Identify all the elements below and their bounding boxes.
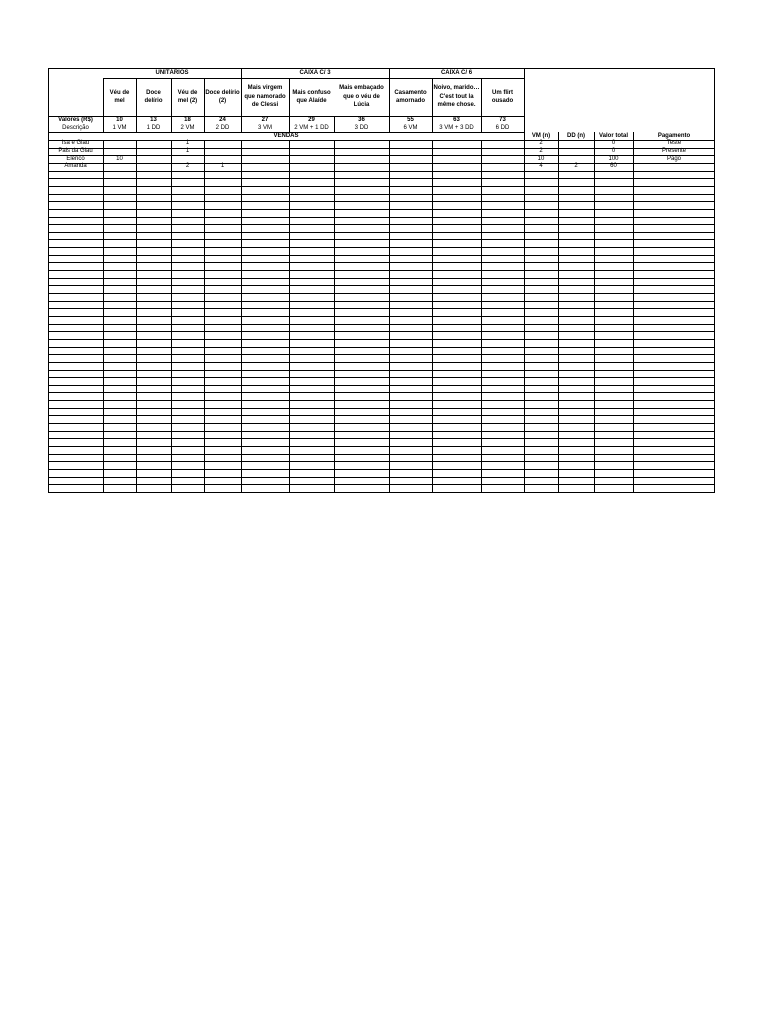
product-name [103, 78, 136, 116]
product-name-line: C'est tout la [439, 93, 474, 100]
column-line [103, 116, 104, 132]
column-line [241, 116, 242, 132]
row-line [48, 278, 715, 279]
column-line [389, 140, 390, 493]
product-name-line: mel [114, 98, 125, 104]
summary-header: Pagamento [657, 132, 691, 139]
row-line [48, 262, 715, 263]
row-line [48, 293, 715, 294]
row-line [48, 454, 715, 455]
row-line [48, 255, 715, 256]
product-name-line: Mais embaçado [339, 85, 384, 92]
product-name-line: Véu de [177, 89, 198, 96]
row-line [48, 209, 715, 210]
product-name-line: que o véu de [343, 93, 380, 100]
product-name [241, 78, 289, 116]
column-line [171, 140, 172, 493]
group-separator [524, 68, 525, 140]
row-line [48, 431, 715, 432]
column-line [136, 140, 137, 493]
product-name-line: Véu de [109, 89, 130, 96]
column-line [289, 116, 290, 132]
row-line [48, 232, 715, 233]
quantity-cell: 2 [185, 163, 190, 170]
row-line [48, 301, 715, 302]
summary-header: Valor total [598, 132, 628, 139]
row-line [48, 354, 715, 355]
header-column-line [432, 78, 433, 116]
header-column-line [389, 78, 390, 116]
product-name [432, 78, 481, 116]
product-name [389, 78, 432, 116]
header-column-line [289, 78, 290, 116]
pagamento [633, 163, 715, 171]
row-line [48, 186, 715, 187]
product-description: 3 VM [257, 124, 272, 131]
product-name-line: delírio [144, 98, 163, 104]
product-name-line: Doce delírio [205, 89, 240, 96]
customer-name: Isa e Glau [61, 140, 90, 147]
valor-total: 100 [608, 155, 619, 162]
column-line [524, 140, 525, 493]
pagamento: Pago [666, 155, 681, 162]
row-line [48, 270, 715, 271]
product-price: 10 [116, 116, 123, 123]
column-line [289, 140, 290, 493]
product-name [136, 78, 171, 116]
row-line [48, 423, 715, 424]
product-description: 3 DD [354, 124, 369, 131]
product-name [171, 78, 204, 116]
valores-label: Valores (R$) [58, 116, 93, 123]
column-line [241, 140, 242, 493]
column-line [432, 116, 433, 132]
vm-count: 10 [537, 155, 545, 162]
product-description: 1 VM [112, 124, 127, 131]
product-name-line: Lúcia [353, 102, 370, 109]
product-price: 73 [499, 116, 506, 123]
product-description: 6 DD [495, 124, 510, 131]
pagamento: Presente [661, 147, 686, 154]
product-description: 2 VM + 1 DD [294, 124, 329, 131]
product-price: 63 [453, 116, 460, 123]
product-description: 3 VM + 3 DD [439, 124, 474, 131]
product-price: 27 [261, 116, 269, 123]
dd-count [558, 148, 594, 156]
product-name-line: (2) [218, 98, 227, 104]
column-line [204, 116, 205, 132]
row-line [48, 347, 715, 348]
summary-header: DD (n) [567, 132, 585, 139]
header-column-line [136, 78, 137, 116]
valor-total: 0 [611, 140, 616, 147]
product-name-line: amornado [395, 98, 425, 104]
header-column-line [241, 78, 242, 116]
product-name-line: de Clessi [251, 102, 279, 109]
row-line [48, 171, 715, 172]
column-line [481, 140, 482, 493]
pagamento: Teste [666, 140, 682, 147]
group-caixa-6: CAIXA C/ 6 [440, 69, 473, 76]
customer-name: Pais da Glau [58, 147, 93, 154]
row-line [48, 408, 715, 409]
product-description: 1 DD [146, 124, 161, 131]
row-line [48, 370, 715, 371]
row-line [48, 316, 715, 317]
row-line [48, 331, 715, 332]
product-price: 24 [219, 116, 226, 123]
valor-total: 60 [610, 163, 617, 170]
row-line [48, 415, 715, 416]
dd-count [558, 140, 594, 148]
sales-spreadsheet [48, 68, 715, 514]
product-name-line: même chose. [437, 102, 476, 109]
column-line [136, 116, 137, 132]
header-column-line [204, 78, 205, 116]
product-name-line: Um flirt [492, 89, 513, 96]
customer-name: Amanda [64, 163, 87, 170]
summary-header: VM (n) [531, 132, 551, 139]
descricao-label: Descrição [62, 124, 89, 131]
row-line [48, 178, 715, 179]
header-column-line [171, 78, 172, 116]
product-name-line: Mais confuso [292, 89, 331, 96]
group-caixa-3: CAIXA C/ 3 [299, 69, 331, 76]
product-description: 6 VM [403, 124, 418, 131]
product-name [204, 78, 241, 116]
row-line [48, 461, 715, 462]
row-line [48, 239, 715, 240]
row-line [48, 339, 715, 340]
group-unitarios: UNITÁRIOS [155, 69, 189, 76]
row-line [48, 362, 715, 363]
row-line [48, 217, 715, 218]
column-line [171, 116, 172, 132]
row-line [48, 385, 715, 386]
column-line [103, 140, 104, 493]
header-column-line [103, 78, 104, 116]
product-name-line: Doce [146, 89, 161, 96]
product-name-line: que Alaíde [296, 98, 327, 104]
product-price: 36 [358, 116, 365, 123]
row-line [48, 308, 715, 309]
row-line [48, 194, 715, 195]
vendas-title: VENDAS [273, 132, 299, 139]
product-name-line: Mais virgem [247, 85, 283, 92]
valor-total: 0 [611, 147, 616, 154]
product-name-line: que namorado [244, 93, 286, 100]
row-line [48, 492, 715, 493]
product-name [334, 78, 389, 116]
row-line [48, 324, 715, 325]
row-line [48, 484, 715, 485]
product-name-line: Casamento [394, 89, 427, 96]
row-line [48, 477, 715, 478]
product-name-line: mel (2) [177, 98, 198, 104]
product-description: 2 VM [180, 124, 195, 131]
product-price: 18 [184, 116, 191, 123]
customer-name: Elenco [66, 155, 85, 162]
row-line [48, 446, 715, 447]
row-line [48, 224, 715, 225]
column-line [204, 140, 205, 493]
product-price: 55 [407, 116, 414, 123]
row-line [48, 285, 715, 286]
column-line [334, 140, 335, 493]
row-line [48, 392, 715, 393]
product-name [289, 78, 334, 116]
quantity-cell: 1 [185, 147, 190, 154]
row-line [48, 377, 715, 378]
row-line [48, 469, 715, 470]
row-line [48, 400, 715, 401]
column-line [389, 116, 390, 132]
row-line [48, 438, 715, 439]
quantity-cell: 1 [185, 140, 190, 147]
dd-count: 2 [574, 163, 578, 170]
quantity-cell: 1 [220, 163, 225, 170]
row-line [48, 247, 715, 248]
product-description: 2 DD [215, 124, 230, 131]
product-name-line: ousado [491, 98, 514, 104]
column-line [334, 116, 335, 132]
vm-count: 2 [539, 140, 543, 147]
dd-count [558, 155, 594, 163]
vm-count: 4 [539, 163, 543, 170]
product-price: 13 [150, 116, 157, 123]
column-line [481, 116, 482, 132]
header-column-line [481, 78, 482, 116]
quantity-cell: 10 [116, 155, 123, 162]
product-name-line: Noivo, marido… [433, 85, 480, 92]
column-line [432, 140, 433, 493]
vm-count: 2 [539, 147, 543, 154]
product-name [481, 78, 524, 116]
row-line [48, 201, 715, 202]
product-price: 29 [308, 116, 315, 123]
